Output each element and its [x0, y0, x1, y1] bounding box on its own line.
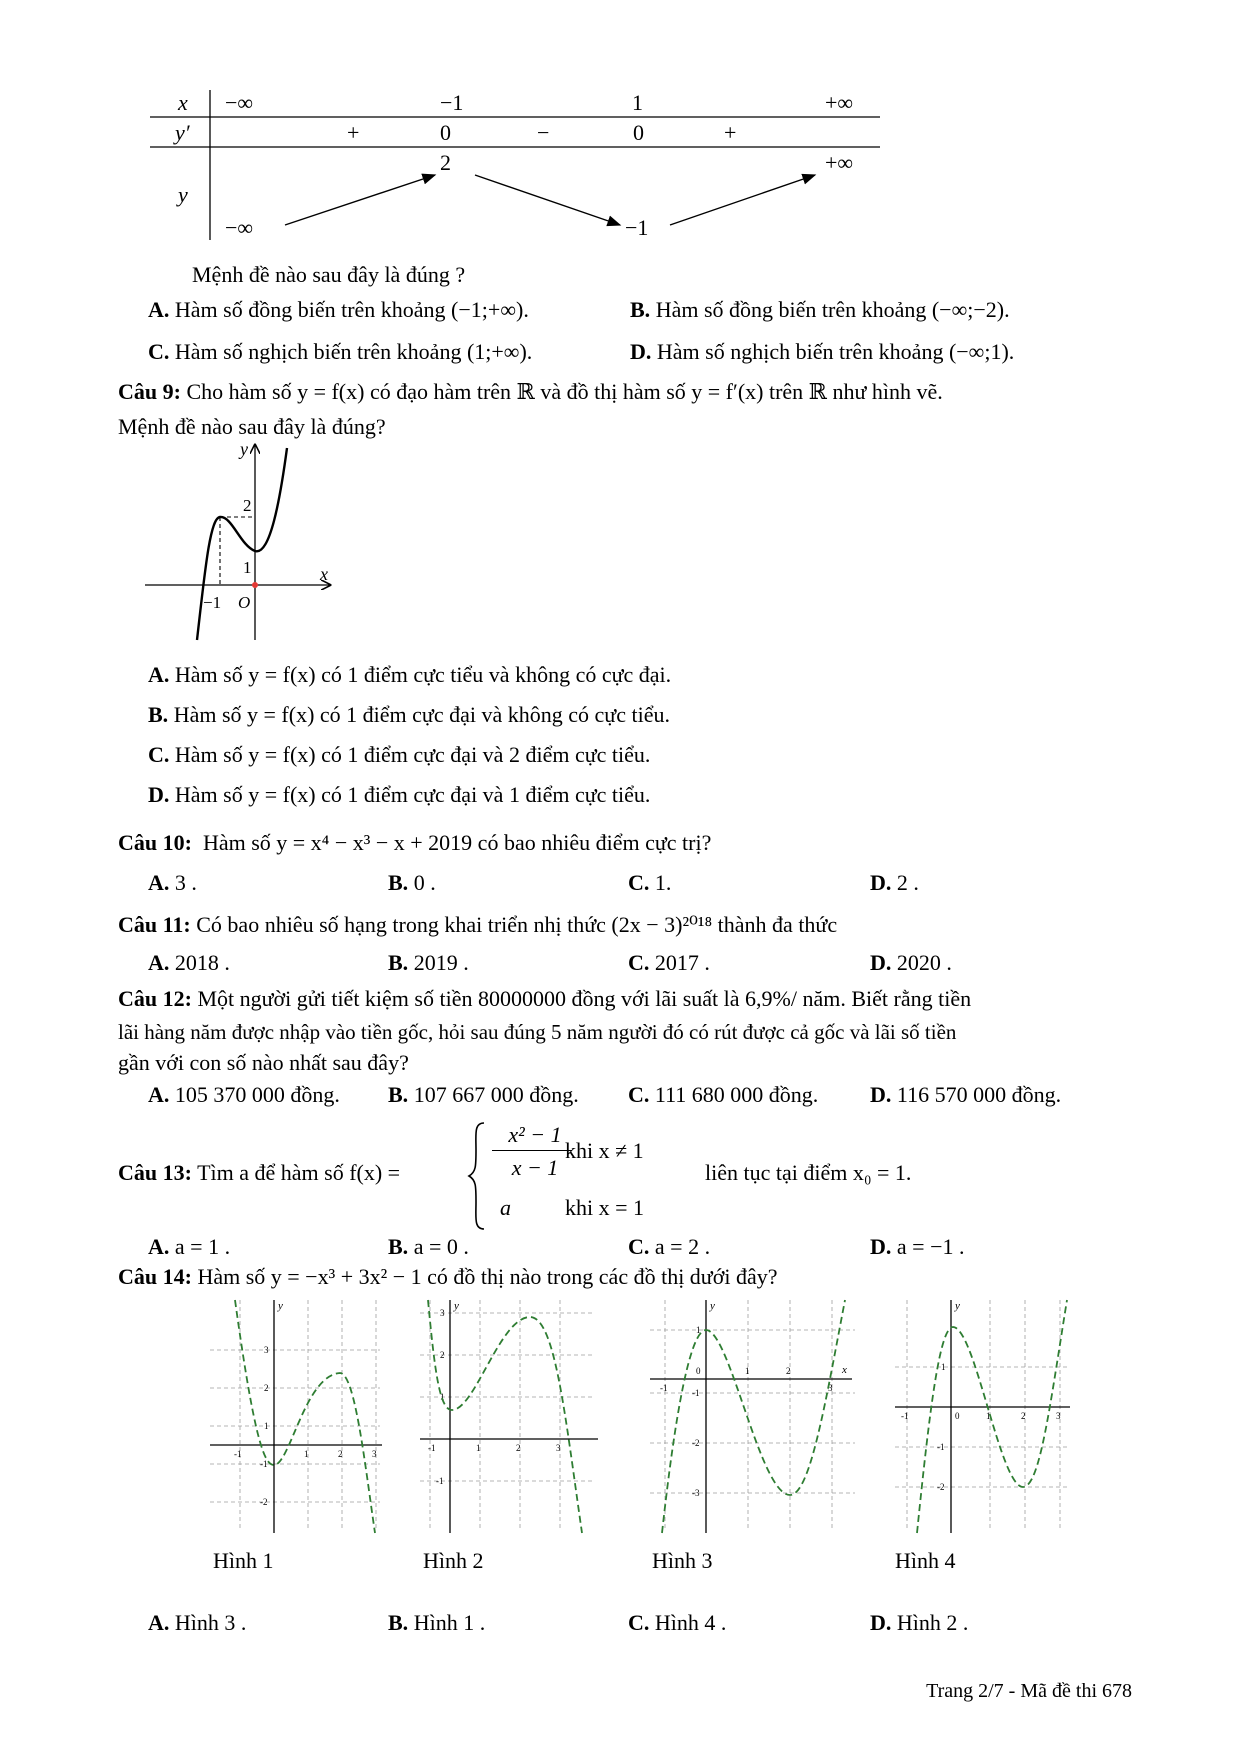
fig3-ytick-m2: -2 — [692, 1438, 700, 1448]
q10-choice-c[interactable]: C. 1. — [628, 870, 672, 895]
fig1-ytick-2: 2 — [264, 1383, 269, 1393]
vt-x3: +∞ — [825, 90, 854, 115]
q13-case1-num: x² − 1 — [508, 1122, 562, 1147]
q14-figure-1 — [210, 1295, 385, 1535]
fig1-xtick-1: 1 — [304, 1449, 309, 1459]
fig4-xtick-0: 0 — [955, 1411, 960, 1421]
q10-choice-b[interactable]: B. 0 . — [388, 870, 436, 895]
q12-line1: Câu 12: Một người gửi tiết kiệm số tiền 80000000 đồng với lãi suất là 6,9%/ năm. Biết rằng tiền — [118, 986, 972, 1011]
q14-choice-c[interactable]: C. Hình 4 . — [628, 1610, 727, 1635]
q10-text: Câu 10: Hàm số y = x⁴ − x³ − x + 2019 có bao nhiêu điểm cực trị? — [118, 830, 712, 855]
q9-line2: Mệnh đề nào sau đây là đúng? — [118, 414, 386, 439]
vt-yp-label: y′ — [175, 120, 190, 145]
fig1-y-axis-label: y — [278, 1300, 283, 1312]
fig2-ytick-2: 2 — [440, 1350, 445, 1360]
q14-choice-d[interactable]: D. Hình 2 . — [870, 1610, 969, 1635]
q13-choice-c[interactable]: C. a = 2 . — [628, 1234, 711, 1259]
fig4-ytick-m2: -2 — [937, 1482, 945, 1492]
q9-choice-b[interactable]: B. Hàm số y = f(x) có 1 điểm cực đại và không có cực tiểu. — [148, 702, 670, 727]
q13-choice-a[interactable]: A. a = 1 . — [148, 1234, 231, 1259]
fig2-xtick-m1: -1 — [428, 1443, 436, 1453]
q13-case2-val: a — [500, 1195, 511, 1220]
q12-line3: gần với con số nào nhất sau đây? — [118, 1050, 409, 1075]
q9-label-origin: O — [238, 593, 251, 612]
q9-label-minus1: −1 — [203, 593, 222, 612]
q14-caption-4: Hình 4 — [895, 1548, 956, 1573]
vt-y-min: −1 — [625, 215, 649, 240]
q11-choice-d[interactable]: D. 2020 . — [870, 950, 952, 975]
fig4-xtick-2: 2 — [1021, 1411, 1026, 1421]
q11-choice-c[interactable]: C. 2017 . — [628, 950, 710, 975]
fig3-ytick-1: 1 — [696, 1325, 701, 1335]
fig4-ytick-m1: -1 — [937, 1442, 945, 1452]
q9-y-label: y — [240, 439, 248, 459]
fig1-xtick-m1: -1 — [234, 1449, 242, 1459]
fig2-xtick-2: 2 — [516, 1443, 521, 1453]
vt-arrow-up-1 — [285, 175, 435, 225]
fig1-xtick-2: 2 — [338, 1449, 343, 1459]
q9-choice-a[interactable]: A. Hàm số y = f(x) có 1 điểm cực tiểu và không có cực đại. — [148, 662, 672, 687]
fig4-xtick-3: 3 — [1056, 1411, 1061, 1421]
fig3-curve — [662, 1300, 845, 1533]
fig4-ytick-1: 1 — [941, 1362, 946, 1372]
fig2-xtick-3: 3 — [556, 1443, 561, 1453]
fig2-ytick-3: 3 — [440, 1308, 445, 1318]
fig1-curve — [235, 1300, 375, 1533]
fig4-y-axis-label: y — [955, 1300, 960, 1312]
fig4-xtick-1: 1 — [986, 1411, 991, 1421]
fig1-ytick-1: 1 — [264, 1421, 269, 1431]
vt-y-minf: −∞ — [225, 215, 254, 240]
q13-case2-cond: khi x = 1 — [565, 1195, 645, 1220]
vt-arrow-down — [475, 175, 620, 225]
q8-choice-b[interactable]: B. Hàm số đồng biến trên khoảng (−∞;−2). — [630, 297, 1010, 322]
fig3-x-axis-label: x — [842, 1364, 847, 1376]
vt-sign-3: 0 — [633, 120, 644, 145]
q12-choice-a[interactable]: A. 105 370 000 đồng. — [148, 1082, 340, 1107]
q11-choice-b[interactable]: B. 2019 . — [388, 950, 469, 975]
fig1-ytick-m1: -1 — [260, 1459, 268, 1469]
q9-derivative-graph — [140, 440, 340, 650]
fig2-y-axis-label: y — [454, 1300, 459, 1312]
q9-origin-dot — [252, 582, 258, 588]
fig4-xtick-m1: -1 — [901, 1411, 909, 1421]
fig4-curve — [917, 1300, 1067, 1533]
q9-label-1: 1 — [243, 558, 252, 577]
q12-choice-c[interactable]: C. 111 680 000 đồng. — [628, 1082, 819, 1107]
q11-choice-a[interactable]: A. 2018 . — [148, 950, 230, 975]
fig1-ytick-m2: -2 — [260, 1497, 268, 1507]
vt-x1: −1 — [440, 90, 464, 115]
q10-choice-d[interactable]: D. 2 . — [870, 870, 919, 895]
page-footer: Trang 2/7 - Mã đề thi 678 — [926, 1680, 1132, 1702]
q14-caption-2: Hình 2 — [423, 1548, 484, 1573]
vt-arrow-up-2 — [670, 175, 815, 225]
q13-choice-b[interactable]: B. a = 0 . — [388, 1234, 469, 1259]
vt-sign-1: 0 — [440, 120, 451, 145]
q13-text-after: liên tục tại điểm x₀ = 1. — [705, 1160, 912, 1185]
vt-sign-4: + — [724, 120, 737, 145]
q14-choice-b[interactable]: B. Hình 1 . — [388, 1610, 486, 1635]
vt-y-pinf: +∞ — [825, 150, 854, 175]
q8-choice-d[interactable]: D. Hàm số nghịch biến trên khoảng (−∞;1). — [630, 339, 1015, 364]
vt-y-max: 2 — [440, 150, 451, 175]
q8-choice-c[interactable]: C. Hàm số nghịch biến trên khoảng (1;+∞). — [148, 339, 533, 364]
q13-brace — [466, 1120, 488, 1232]
fig3-xtick-2: 2 — [786, 1366, 791, 1376]
q14-caption-1: Hình 1 — [213, 1548, 274, 1573]
q13-frac-bar — [492, 1150, 572, 1151]
q12-line2: lãi hàng năm được nhập vào tiền gốc, hỏi sau đúng 5 năm người đó có rút được cả gốc và lãi số tiền — [118, 1020, 957, 1044]
q9-line1: Câu 9: Cho hàm số y = f(x) có đạo hàm trên ℝ và đồ thị hàm số y = f′(x) trên ℝ như hình vẽ. — [118, 379, 943, 404]
fig1-ytick-3: 3 — [264, 1345, 269, 1355]
q13-case1-den: x − 1 — [511, 1155, 559, 1180]
fig2-ytick-m1: -1 — [436, 1476, 444, 1486]
fig2-xtick-1: 1 — [476, 1443, 481, 1453]
q9-label-2: 2 — [243, 496, 252, 515]
vt-x0: −∞ — [225, 90, 254, 115]
fig3-y-axis-label: y — [710, 1300, 715, 1312]
q13-choice-d[interactable]: D. a = −1 . — [870, 1234, 965, 1259]
q8-prompt: Mệnh đề nào sau đây là đúng ? — [192, 262, 466, 287]
fig3-ytick-m3: -3 — [692, 1488, 700, 1498]
q14-choice-a[interactable]: A. Hình 3 . — [148, 1610, 247, 1635]
fig3-xtick-m1: -1 — [660, 1383, 668, 1393]
q13-text-before: Câu 13: Tìm a để hàm số f(x) = — [118, 1160, 401, 1185]
q14-figure-2 — [420, 1295, 600, 1535]
fig2-ytick-1: 1 — [440, 1392, 445, 1402]
q13-case1-cond: khi x ≠ 1 — [565, 1138, 644, 1163]
vt-y-label: y — [178, 182, 188, 207]
fig3-ytick-m1: -1 — [692, 1388, 700, 1398]
q14-caption-3: Hình 3 — [652, 1548, 713, 1573]
q10-choice-a[interactable]: A. 3 . — [148, 870, 197, 895]
vt-x2: 1 — [632, 90, 643, 115]
fig1-xtick-3: 3 — [372, 1449, 377, 1459]
fig2-curve — [428, 1300, 582, 1533]
q9-x-label: x — [320, 564, 328, 584]
q9-choice-d[interactable]: D. Hàm số y = f(x) có 1 điểm cực đại và 1 điểm cực tiểu. — [148, 782, 651, 807]
q14-text: Câu 14: Hàm số y = −x³ + 3x² − 1 có đồ thị nào trong các đồ thị dưới đây? — [118, 1264, 778, 1289]
q12-choice-d[interactable]: D. 116 570 000 đồng. — [870, 1082, 1062, 1107]
vt-sign-0: + — [347, 120, 360, 145]
fig3-xtick-0: 0 — [696, 1366, 701, 1376]
vt-x-label: x — [178, 90, 188, 115]
q8-choice-a[interactable]: A. Hàm số đồng biến trên khoảng (−1;+∞). — [148, 297, 529, 322]
q9-choice-c[interactable]: C. Hàm số y = f(x) có 1 điểm cực đại và 2 điểm cực tiểu. — [148, 742, 651, 767]
q12-choice-b[interactable]: B. 107 667 000 đồng. — [388, 1082, 579, 1107]
fig3-xtick-1: 1 — [745, 1366, 750, 1376]
q14-figure-3 — [650, 1295, 860, 1535]
q11-text: Câu 11: Có bao nhiêu số hạng trong khai triển nhị thức (2x − 3)²⁰¹⁸ thành đa thức — [118, 912, 838, 937]
variation-table — [150, 90, 890, 250]
fig3-xtick-3: 3 — [828, 1383, 833, 1393]
q14-figure-4 — [895, 1295, 1075, 1535]
vt-sign-2: − — [537, 120, 550, 145]
